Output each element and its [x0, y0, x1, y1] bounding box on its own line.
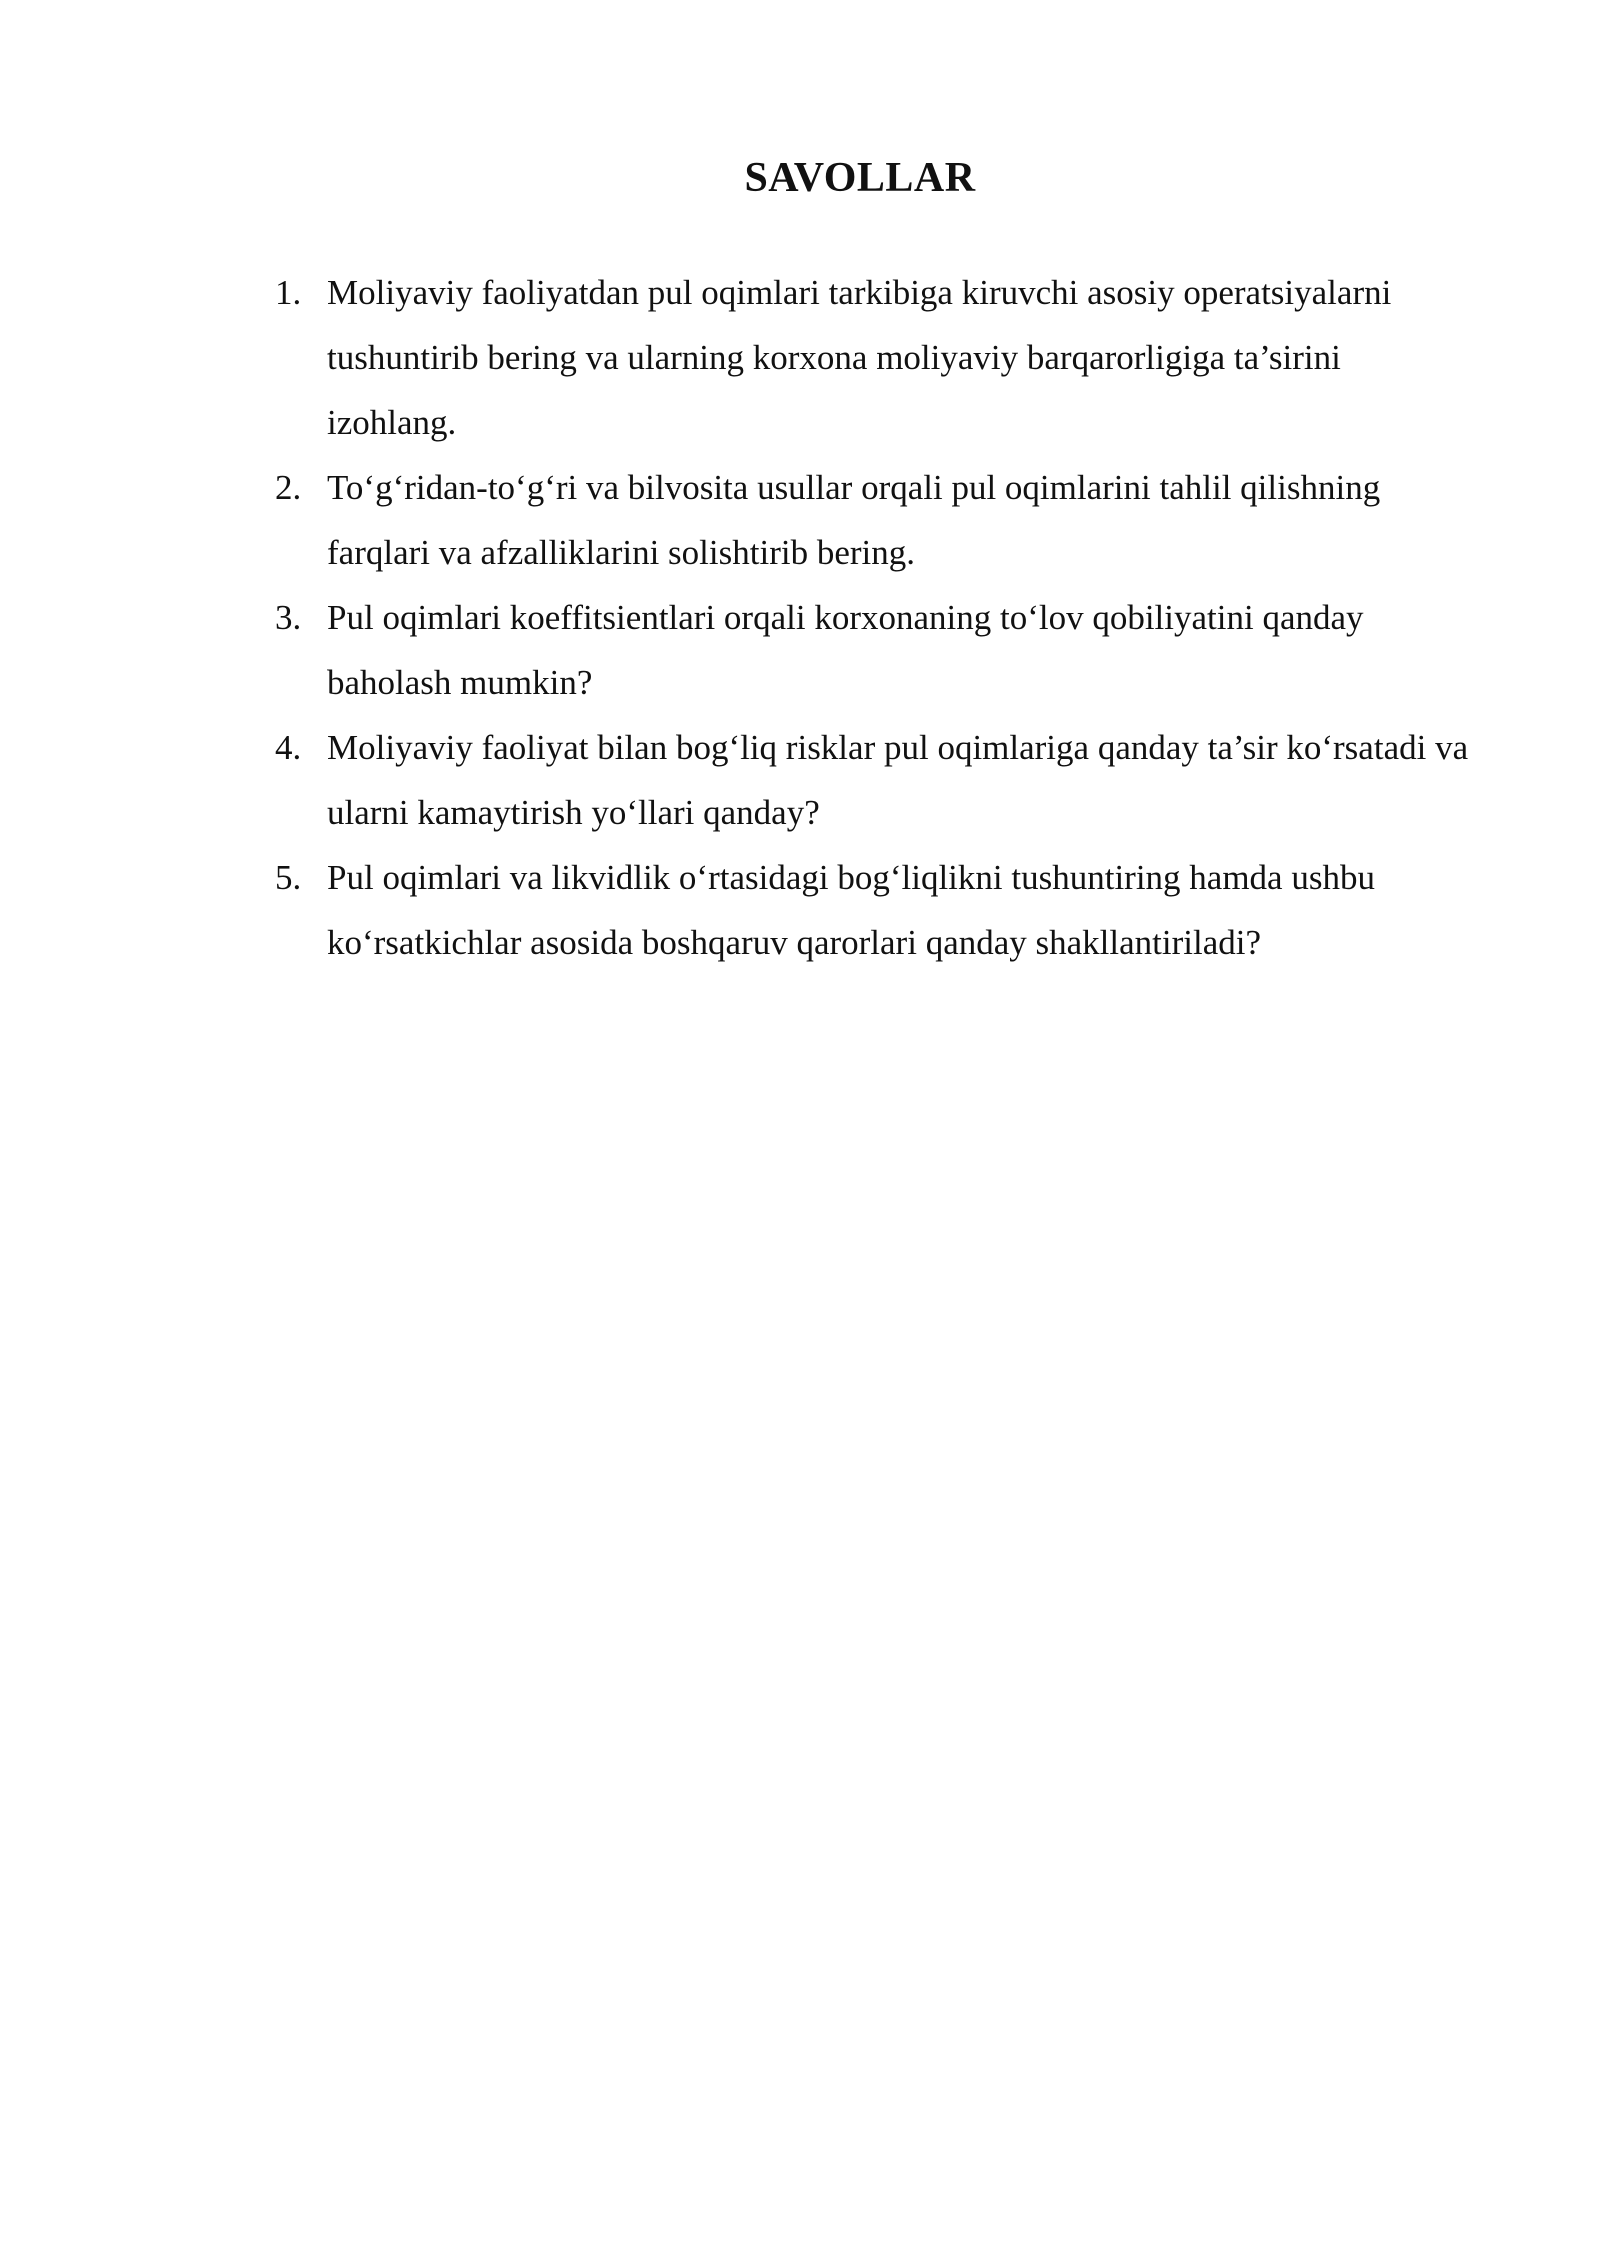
question-text: Moliyaviy faoliyatdan pul oqimlari tarkibiga kiruvchi asosiy operatsiyalarni tushuntirib bering va ularning korxona moliyaviy barqarorligiga ta’sirini izohlang. [327, 273, 1392, 442]
question-number: 4. [275, 728, 302, 767]
question-number: 3. [275, 598, 302, 637]
question-item [275, 715, 1475, 845]
question-item [275, 585, 1475, 715]
question-item [275, 260, 1475, 455]
question-item [275, 845, 1475, 975]
question-text: Moliyaviy faoliyat bilan bog‘liq risklar pul oqimlariga qanday ta’sir ko‘rsatadi va ularni kamaytirish yo‘llari qanday? [327, 728, 1469, 832]
questions-list [275, 260, 1475, 975]
question-text: Pul oqimlari va likvidlik o‘rtasidagi bog‘liqlikni tushuntiring hamda ushbu ko‘rsatkichlar asosida boshqaruv qarorlari qanday shakllantiriladi? [327, 858, 1375, 962]
page-title: SAVOLLAR [744, 155, 976, 201]
question-item [275, 455, 1475, 585]
question-text: Pul oqimlari koeffitsientlari orqali korxonaning to‘lov qobiliyatini qanday baholash mumkin? [327, 598, 1364, 702]
question-number: 5. [275, 858, 302, 897]
question-number: 2. [275, 468, 302, 507]
question-number: 1. [275, 273, 302, 312]
question-text: To‘g‘ridan-to‘g‘ri va bilvosita usullar orqali pul oqimlarini tahlil qilishning farqlari va afzalliklarini solishtirib bering. [327, 468, 1381, 572]
